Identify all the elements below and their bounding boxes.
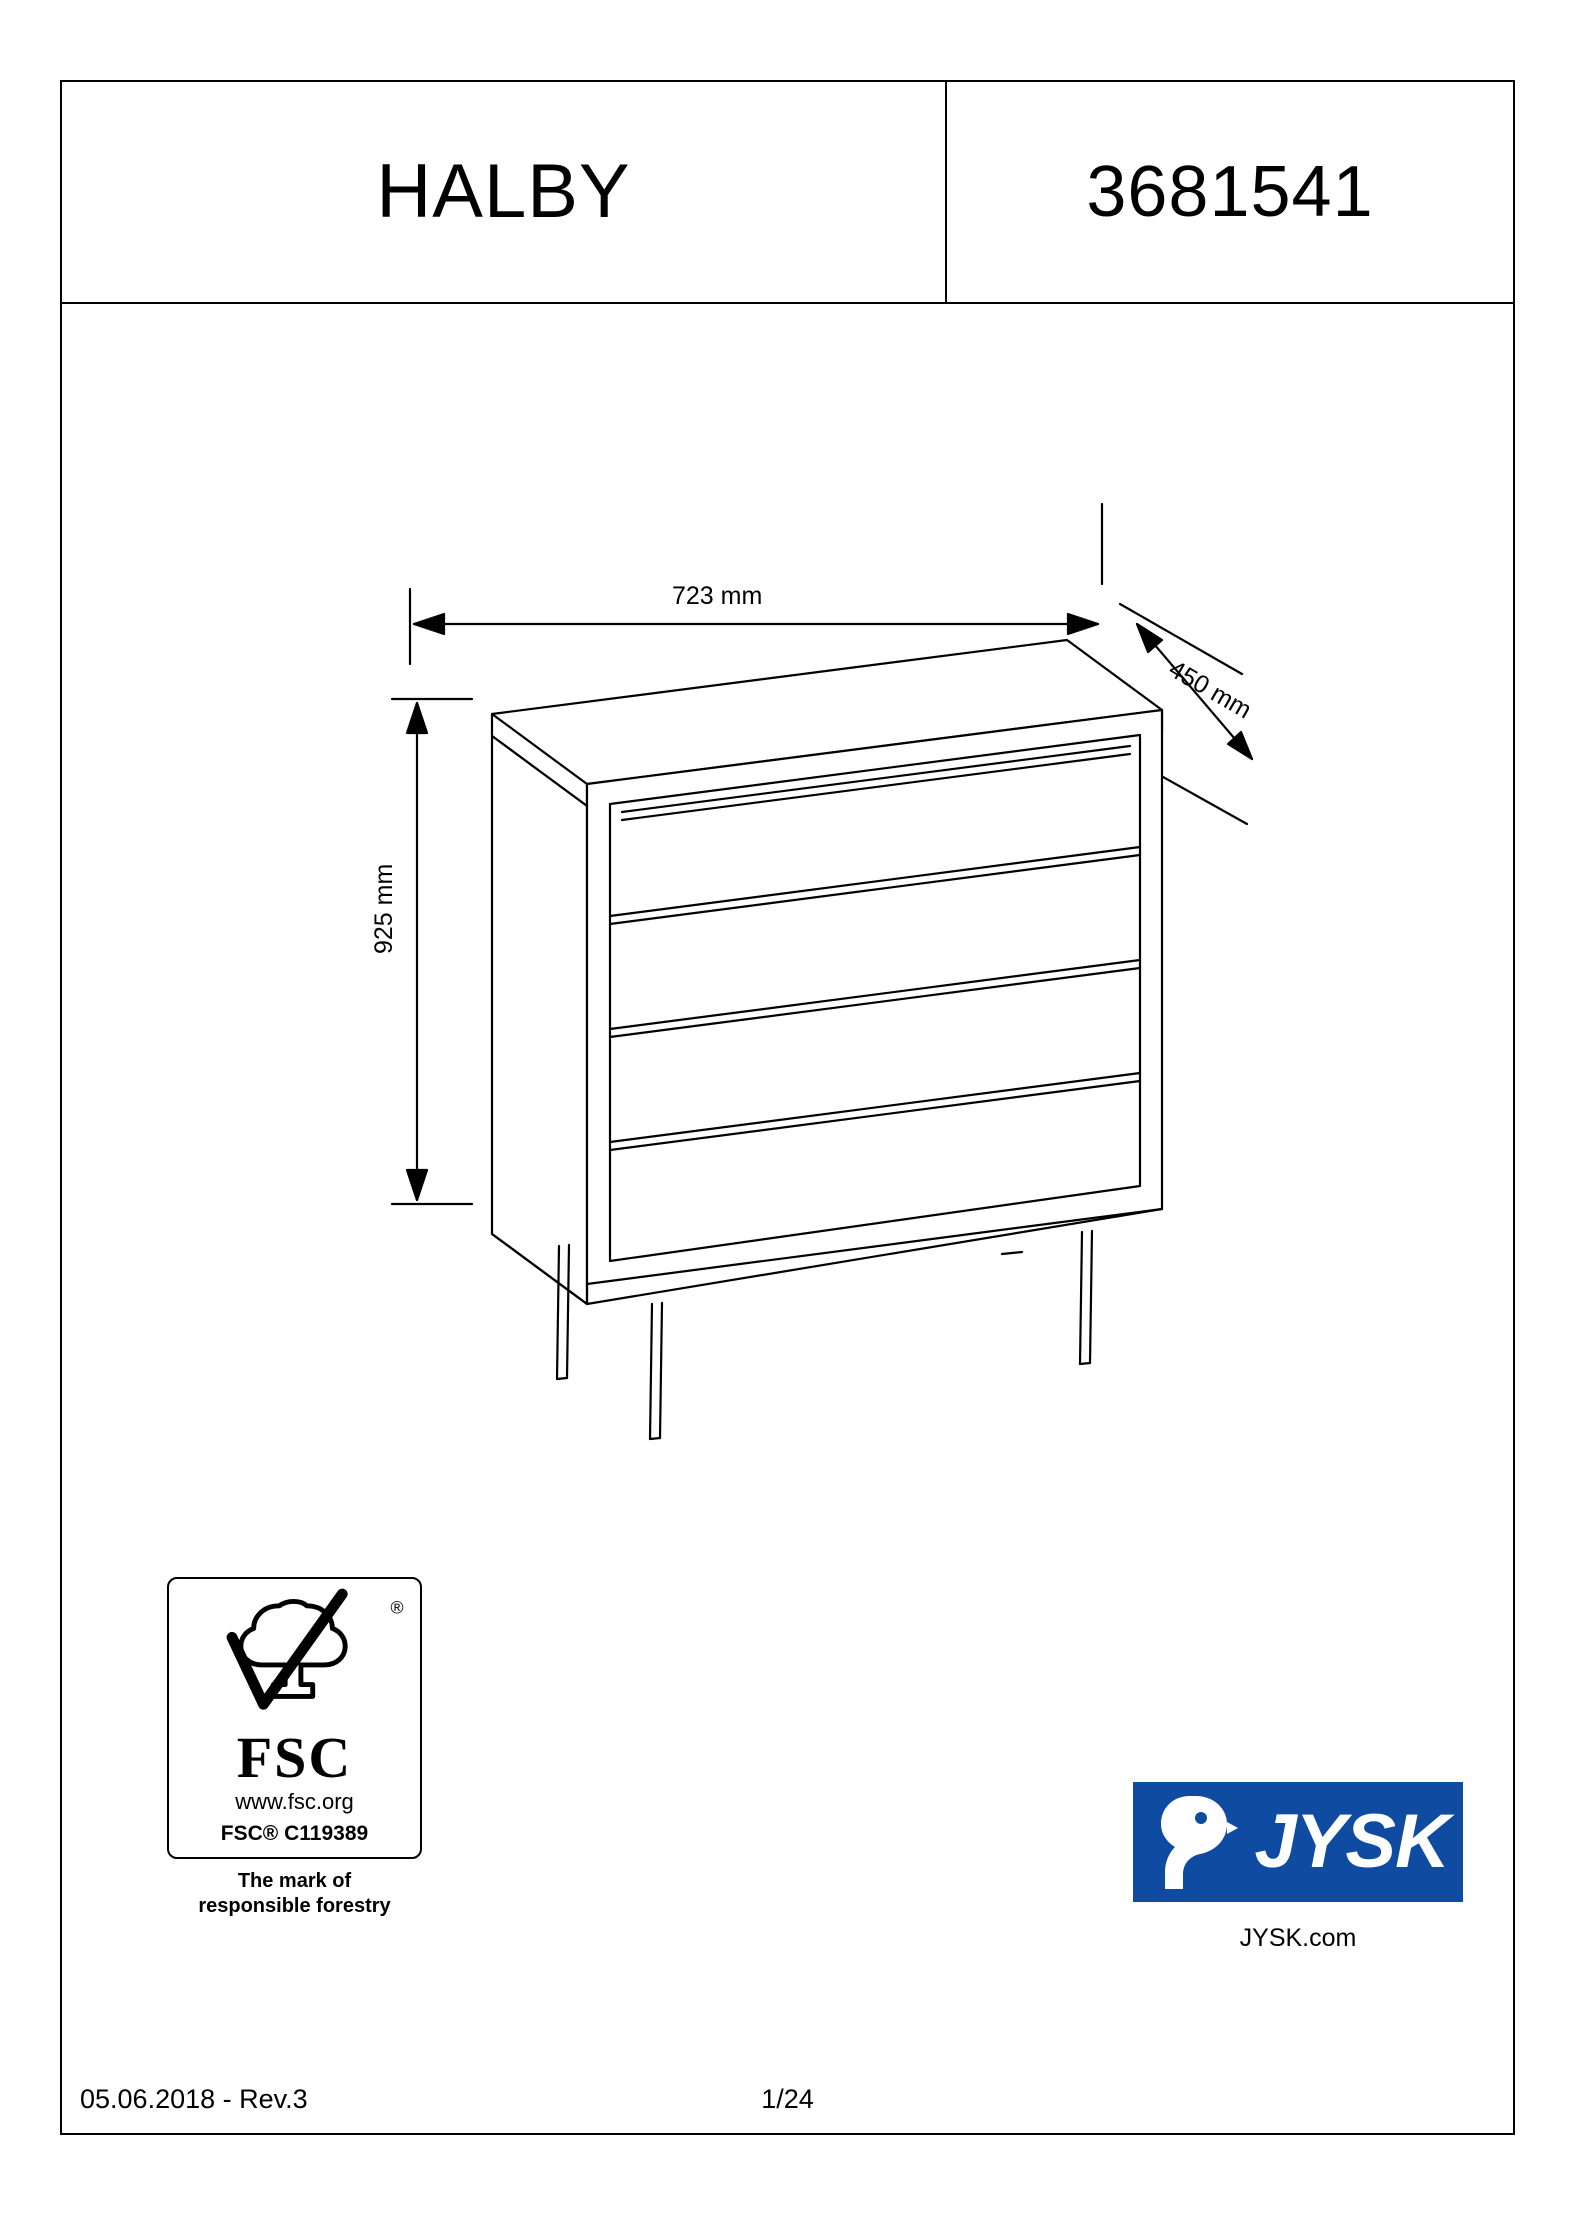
instruction-page bbox=[60, 80, 1515, 2135]
fsc-certificate-code: FSC® C119389 bbox=[220, 1822, 369, 1845]
fsc-url: www.fsc.org bbox=[235, 1789, 354, 1814]
fsc-registered-mark: ® bbox=[390, 1597, 404, 1618]
dimension-height-label: 925 mm bbox=[370, 863, 398, 954]
jysk-logo bbox=[1133, 1782, 1463, 1902]
product-code: 3681541 bbox=[1086, 152, 1374, 232]
document-date: 05.06.2018 - Rev.3 bbox=[80, 2084, 308, 2114]
fsc-tree-icon bbox=[169, 1585, 420, 1733]
fsc-tagline-line1: The mark of bbox=[237, 1870, 352, 1892]
dimension-width-label: 723 mm bbox=[672, 582, 763, 610]
page-number: 1/24 bbox=[761, 2084, 814, 2114]
fsc-tagline-line2: responsible forestry bbox=[198, 1895, 391, 1917]
page-title: HALBY bbox=[376, 149, 631, 234]
jysk-bird-icon bbox=[1143, 1790, 1238, 1895]
fsc-logo-box bbox=[167, 1577, 422, 1859]
fsc-wordmark: FSC bbox=[236, 1725, 353, 1790]
fsc-logo bbox=[167, 1577, 422, 1932]
jysk-website: JYSK.com bbox=[1239, 1924, 1357, 1952]
product-code-cell bbox=[947, 82, 1513, 302]
document-header bbox=[62, 82, 1513, 304]
product-name-cell bbox=[62, 82, 947, 302]
dimension-depth-label: 450 mm bbox=[1164, 654, 1257, 725]
jysk-wordmark: JYSK bbox=[1254, 1799, 1449, 1884]
fsc-tagline bbox=[167, 1869, 422, 1919]
